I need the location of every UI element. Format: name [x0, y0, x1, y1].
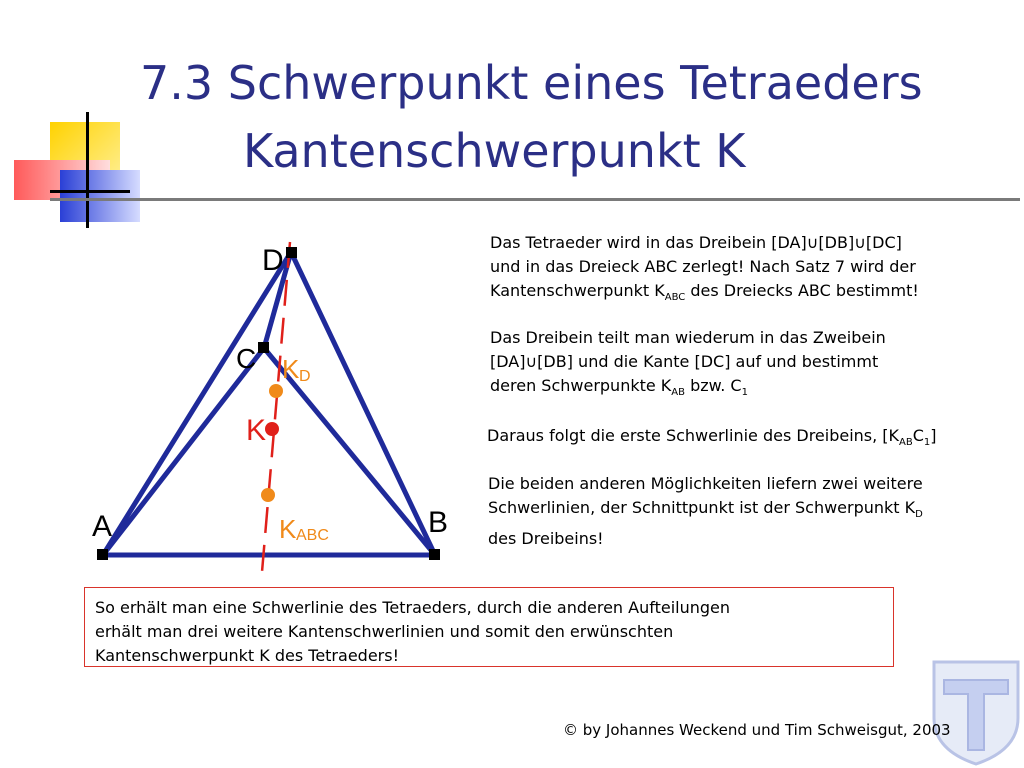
label-C: C	[236, 343, 257, 374]
p2-line2: [DA]∪[DB] und die Kante [DC] auf und bestimmt	[490, 352, 879, 371]
p2-line3-sub2: 1	[741, 387, 748, 399]
label-B: B	[428, 506, 449, 539]
paragraph-2	[490, 326, 1010, 405]
deco-vertical-line	[86, 112, 89, 228]
vertex-A	[97, 549, 108, 560]
label-D: D	[262, 244, 284, 277]
vertex-B	[429, 549, 440, 560]
point-KABC	[261, 488, 275, 502]
title-divider	[50, 198, 1020, 201]
label-K: K	[246, 414, 267, 447]
p2-line1: Das Dreibein teilt man wiederum in das Zweibein	[490, 328, 886, 347]
paragraph-1	[490, 231, 1010, 310]
page-title: 7.3 Schwerpunkt eines Tetraeders	[140, 56, 923, 110]
p2-line3-pre: deren Schwerpunkte K	[490, 376, 672, 395]
paragraph-3	[487, 424, 1007, 455]
paragraph-4	[488, 472, 1008, 551]
edge-AC	[103, 348, 267, 555]
p2-line3-sub: AB	[671, 387, 685, 399]
label-KD-sub: D	[299, 368, 311, 385]
p4-line3: des Dreibeins!	[488, 529, 604, 549]
point-K	[265, 422, 279, 436]
p1-line3-post: des Dreiecks ABC bestimmt!	[685, 281, 919, 300]
p2-line3	[490, 374, 1010, 405]
vertex-D	[286, 247, 297, 258]
copyright-credit: © by Johannes Weckend und Tim Schweisgut, 2003	[563, 721, 951, 739]
deco-blue-square	[60, 170, 140, 222]
p3-post: ]	[930, 426, 937, 445]
label-KABC: K	[279, 514, 297, 544]
p4-line1: Die beiden anderen Möglichkeiten liefern zwei weitere	[488, 474, 923, 493]
summary-note-box	[84, 587, 894, 667]
p1-line2: und in das Dreieck ABC zerlegt! Nach Satz 7 wird der	[490, 257, 916, 276]
edge-AD	[103, 252, 291, 555]
p4-line2	[488, 496, 1008, 527]
p3-pre: Daraus folgt die erste Schwerlinie des Dreibeins, [K	[487, 426, 900, 445]
p3-sub2: 1	[923, 437, 931, 449]
tetrahedron-figure	[80, 230, 460, 580]
note-line3: Kantenschwerpunkt K des Tetraeders!	[95, 646, 399, 665]
p4-line2-sub: D	[915, 509, 923, 521]
p1-line3-pre: Kantenschwerpunkt K	[490, 281, 665, 300]
deco-horizontal-line	[50, 190, 130, 193]
p3-mid: C	[912, 426, 924, 445]
p1-line3	[490, 279, 1010, 310]
note-line1: So erhält man eine Schwerlinie des Tetraeders, durch die anderen Aufteilungen	[95, 598, 730, 617]
point-KD	[269, 384, 283, 398]
p1-line3-sub: ABC	[664, 292, 686, 304]
p1-line1: Das Tetraeder wird in das Dreibein [DA]∪[DB]∪[DC]	[490, 233, 902, 252]
label-KD: K	[282, 354, 300, 384]
page-subtitle: Kantenschwerpunkt K	[243, 124, 746, 178]
p3-sub: AB	[899, 437, 913, 449]
edges	[103, 252, 435, 555]
p2-line3-mid: bzw. C	[685, 376, 742, 395]
label-A: A	[92, 510, 113, 543]
label-KABC-sub: ABC	[296, 527, 329, 544]
vertex-C	[258, 342, 269, 353]
p4-line2-pre: Schwerlinien, der Schnittpunkt ist der Schwerpunkt K	[488, 498, 916, 517]
note-line2: erhält man drei weitere Kantenschwerlinien und somit den erwünschten	[95, 622, 674, 641]
school-logo-watermark	[930, 658, 1022, 766]
